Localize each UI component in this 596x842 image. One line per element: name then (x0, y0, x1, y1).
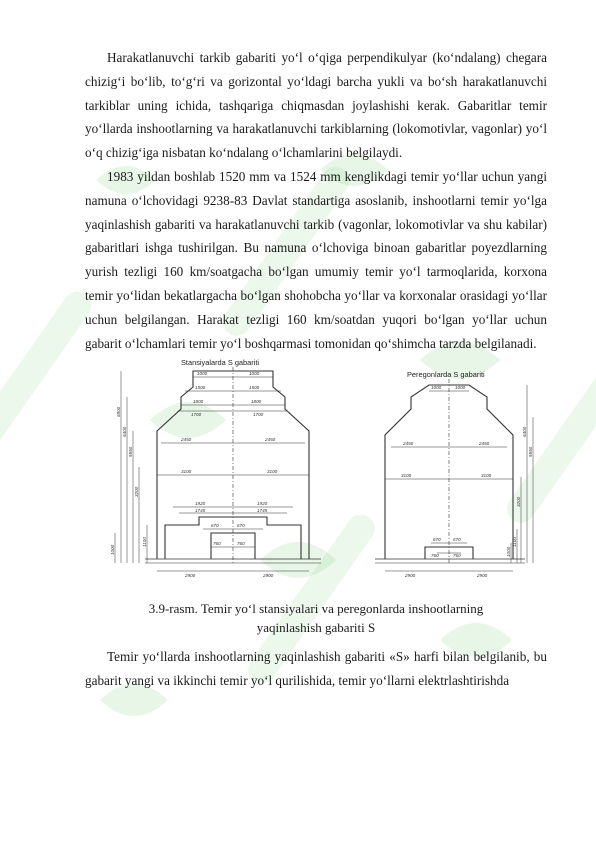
dim-right-top-a: 1000 (431, 385, 442, 391)
dim-left-height-5: 1100 (142, 537, 147, 548)
dim-right-body-a: 3100 (401, 473, 412, 479)
dim-left-second-a: 1500 (195, 385, 206, 391)
dim-right-rail-a: 760 (431, 553, 439, 559)
left-figure-title: Stansiyalarda S gabariti (181, 358, 260, 368)
dim-right-shoulder-a: 2450 (403, 441, 414, 447)
dim-left-rail-a: 760 (213, 541, 221, 547)
dim-right-base-a: 2900 (405, 573, 416, 579)
dim-left-height-4: 3200 (134, 487, 139, 498)
dim-right-height-2: 5550 (528, 447, 533, 458)
dim-left-base-b: 2900 (263, 573, 274, 579)
page-content (85, 46, 547, 693)
dim-right-rail-b: 760 (453, 553, 461, 559)
dim-right-height-4: 1100 (512, 537, 517, 548)
dim-left-platform-b: 1920 (257, 501, 268, 507)
dim-left-fourth-a: 1700 (191, 412, 202, 418)
dim-left-shoulder-a: 2450 (181, 437, 192, 443)
dim-right-top-b: 1000 (455, 385, 466, 391)
dim-left-inner-b: 670 (237, 523, 245, 529)
dim-left-fourth-b: 1700 (253, 412, 264, 418)
caption-line-1: 3.9-rasm. Temir yo‘l stansiyalari va peregonlarda inshootlarning (148, 601, 484, 617)
dim-left-height-total: 6900 (116, 407, 121, 418)
paragraph-3: Temir yo‘llarda inshootlarning yaqinlashish gabariti «S» harfi bilan belgilanib, bu gabarit yangi va ikkinchi temir yo‘l qurilishida, temir yo‘llarni elektrlashtirishda (85, 649, 547, 689)
dim-left-inner-a: 670 (211, 523, 219, 529)
dim-left-rail-b: 760 (237, 541, 245, 547)
dim-left-height-2: 6400 (122, 427, 127, 438)
right-gauge-outline (375, 379, 525, 563)
dim-left-top-b: 1000 (249, 371, 260, 377)
dim-right-height-5: 1000 (506, 547, 511, 558)
clearance-gauge-figure (85, 357, 547, 589)
dim-left-platform2-b: 1745 (257, 508, 268, 514)
dim-right-body-b: 3100 (481, 473, 492, 479)
caption-line-2: yaqinlashish gabariti S (256, 620, 376, 636)
dim-left-body-a: 3100 (181, 469, 192, 475)
dim-left-third-a: 1800 (193, 399, 204, 405)
dim-left-base-a: 2900 (185, 573, 196, 579)
dim-right-shoulder-b: 2450 (479, 441, 490, 447)
right-figure-title: Peregonlarda S gabariti (407, 370, 485, 380)
dim-right-inner-b: 670 (453, 537, 461, 543)
dim-right-inner-a: 670 (433, 537, 441, 543)
dim-left-platform2-a: 1745 (195, 508, 206, 514)
dim-left-top-a: 1000 (197, 371, 208, 377)
paragraph-2: 1983 yildan boshlab 1520 mm va 1524 mm kenglikdagi temir yo‘llar uchun yangi namuna o‘lchovidagi 9238-83 Davlat standartiga asoslanib, inshootlarni temir yo‘lga yaqinlashish gabariti va harakatlanuvchi tarkib (vagonlar, lokomotivlar va shu kabilar) gabaritlari ishga tushirilgan. Bu namuna o‘lchoviga binoan gabaritlar poyezdlarning yurish tezligi 160 km/soatgacha bo‘lgan umumiy temir yo‘l tarmoqlarida, korxona temir yo‘lidan bekatlargacha bo‘lgan shohobcha yo‘llar va korxonalar orasidagi yo‘llar uchun belgilangan. Harakat tezligi 160 km/soatdan yuqori bo‘lgan yo‘llar uchun gabarit o‘lchamlari temir yo‘l boshqarmasi tomonidan qo‘shimcha tarzda belgilanadi. (85, 168, 547, 351)
gauge-drawings (85, 357, 547, 589)
dim-left-shoulder-b: 2450 (265, 437, 276, 443)
dim-left-second-b: 1500 (249, 385, 260, 391)
dim-left-body-b: 3100 (267, 469, 278, 475)
figure-caption (85, 599, 547, 637)
dim-left-platform-a: 1920 (195, 501, 206, 507)
dim-right-height-3: 3200 (516, 497, 521, 508)
dim-left-third-b: 1800 (251, 399, 262, 405)
left-gauge-outline (145, 367, 321, 563)
dim-right-base-b: 2900 (477, 573, 488, 579)
paragraph-1: Harakatlanuvchi tarkib gabariti yo‘l o‘qiga perpendikulyar (ko‘ndalang) chegara chizig‘i bo‘lib, to‘g‘ri va gorizontal yo‘ldagi barcha yukli va bo‘sh harakatlanuvchi tarkiblar uning ichida, tashqariga chiqmasdan joylashishi kerak. Gabaritlar temir yo‘llarda inshootlarning va harakatlanuvchi tarkiblarning (lokomotivlar, vagonlar) yo‘l o‘q chizig‘iga nisbatan ko‘ndalang o‘lchamlarini belgilaydi. (85, 50, 547, 161)
dim-left-height-6: 1000 (110, 545, 115, 556)
dim-left-height-3: 5550 (128, 447, 133, 458)
dim-right-height-total: 6400 (522, 427, 527, 438)
